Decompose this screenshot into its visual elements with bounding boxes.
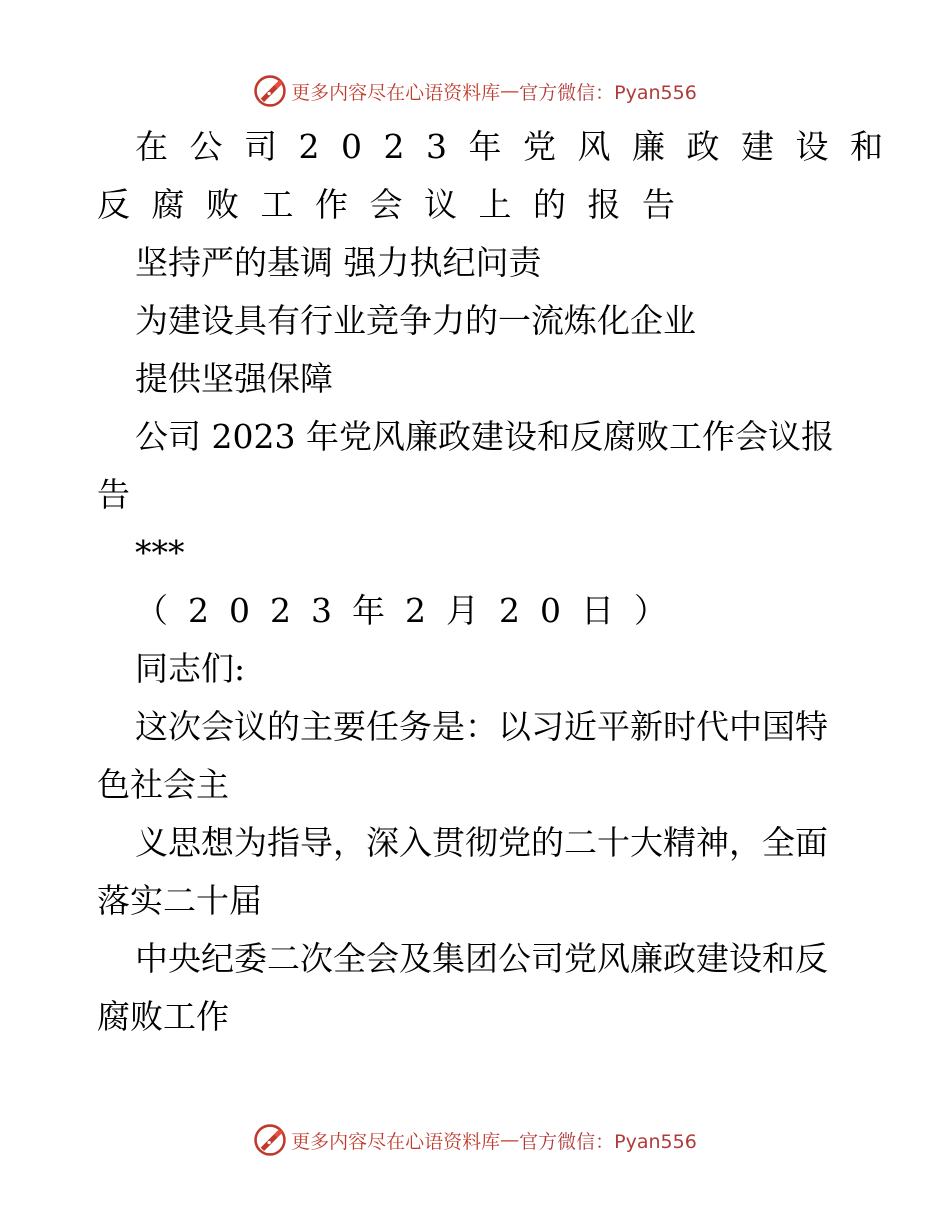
doc-subtitle-line-1: 坚持严的基调 强力执纪问责: [135, 243, 542, 282]
doc-paragraph-line: 这次会议的主要任务是：以习近平新时代中国特: [135, 707, 828, 746]
doc-paragraph-line: 色社会主: [97, 765, 229, 804]
pen-nib-logo-icon: [253, 74, 287, 108]
header-banner: [0, 71, 950, 111]
banner-wechat: 官方微信：Pyan556: [519, 81, 697, 104]
pen-nib-logo-icon: [253, 1123, 287, 1157]
doc-subtitle-line-2: 为建设具有行业竞争力的一流炼化企业: [135, 301, 696, 340]
doc-paragraph-line: 公司 2023 年党风廉政建设和反腐败工作会议报: [135, 417, 834, 456]
banner-wechat: 官方微信：Pyan556: [519, 1130, 697, 1153]
doc-subtitle-line-3: 提供坚强保障: [135, 359, 333, 398]
banner-site-name: 更多内容尽在心语资料库: [291, 1130, 501, 1153]
doc-paragraph-line: 中央纪委二次全会及集团公司党风廉政建设和反: [135, 939, 828, 978]
doc-title-line-1: 在公司2023年党风廉政建设和: [135, 127, 905, 166]
banner-separator: —: [500, 1129, 520, 1151]
banner-site-name: 更多内容尽在心语资料库: [291, 81, 501, 104]
doc-paragraph-line: 告: [97, 475, 130, 514]
doc-title-line-2: 反腐败工作会议上的报告: [97, 185, 697, 224]
doc-date: （2023年2月20日）: [135, 591, 687, 630]
doc-author-placeholder: ***: [135, 533, 185, 572]
doc-paragraph-line: 落实二十届: [97, 881, 262, 920]
doc-salutation: 同志们:: [135, 649, 246, 688]
footer-banner: [0, 1120, 950, 1160]
doc-paragraph-line: 义思想为指导，深入贯彻党的二十大精神，全面: [135, 823, 828, 862]
banner-separator: —: [500, 80, 520, 102]
doc-paragraph-line: 腐败工作: [97, 997, 229, 1036]
